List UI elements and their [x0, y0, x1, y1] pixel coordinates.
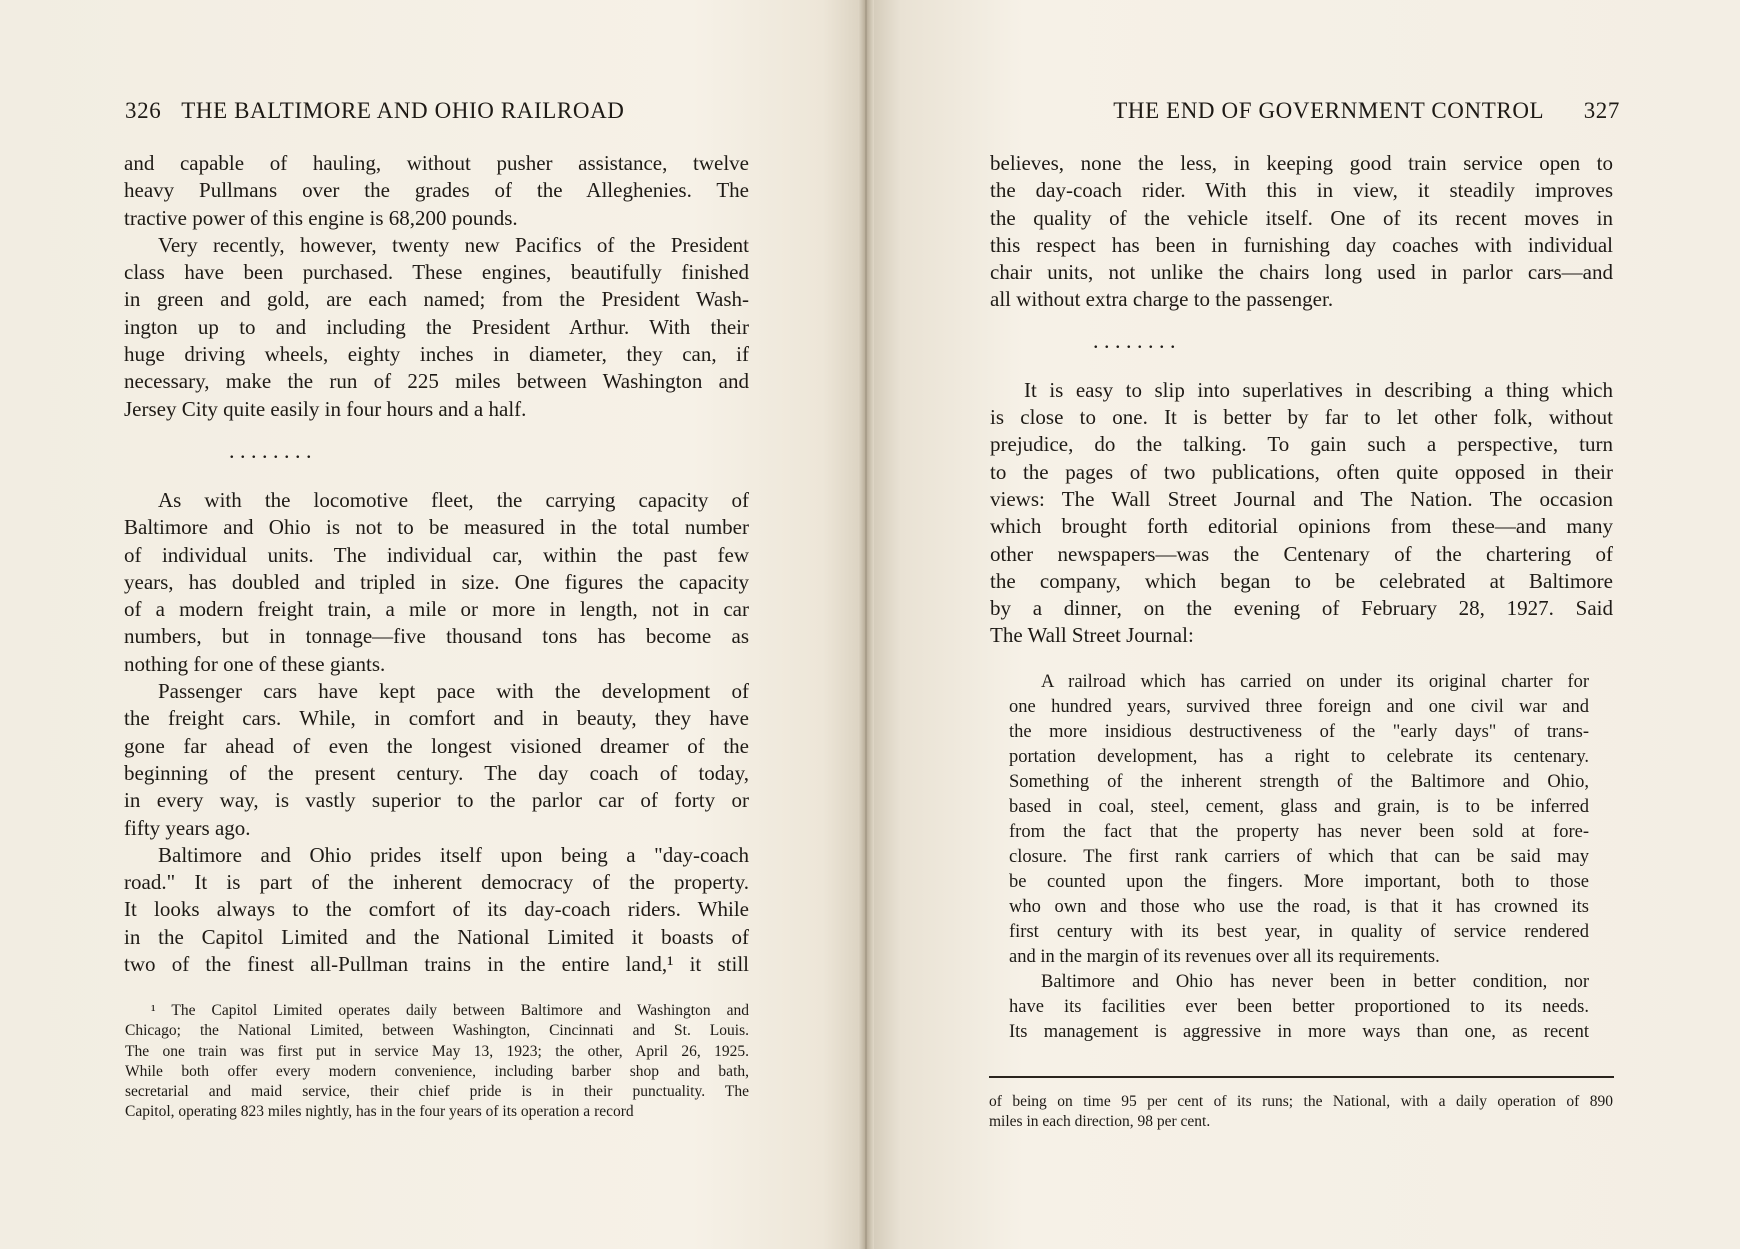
text-line: fifty years ago.	[124, 815, 251, 840]
quote-line: who own and those who use the road, is that it has crowned its	[1009, 896, 1589, 917]
text-line: Passenger cars have kept pace with the development of	[158, 679, 749, 704]
text-line: in the Capitol Limited and the National Limited it boasts of	[124, 924, 749, 949]
quote-line: A railroad which has carried on under its original charter for	[1041, 671, 1589, 692]
right-body-text	[990, 150, 1613, 1045]
footnote-line: of being on time 95 per cent of its runs; the National, with a daily operation of 890	[989, 1093, 1613, 1110]
quote-line: Something of the inherent strength of the Baltimore and Ohio,	[1009, 771, 1589, 792]
text-line: gone far ahead of even the longest visioned dreamer of the	[124, 733, 749, 758]
text-line: huge driving wheels, eighty inches in diameter, they can, if	[124, 342, 749, 367]
left-running-head	[125, 98, 625, 124]
text-line: beginning of the present century. The day coach of today,	[124, 760, 749, 785]
text-line: ington up to and including the President Arthur. With their	[124, 314, 749, 339]
text-line: other newspapers—was the Centenary of the chartering of	[990, 541, 1613, 566]
footnote-line: The one train was first put in service May 13, 1923; the other, April 26, 1925.	[125, 1042, 749, 1060]
right-footnote	[989, 1076, 1613, 1133]
quote-line: one hundred years, survived three foreign and one civil war and	[1009, 696, 1589, 717]
text-line: which brought forth editorial opinions from these—and many	[990, 514, 1613, 539]
book-gutter	[858, 0, 874, 1249]
text-line: believes, none the less, in keeping good train service open to	[990, 151, 1613, 175]
quote-line: the more insidious destructiveness of the "early days" of trans-	[1009, 721, 1589, 742]
text-line: all without extra charge to the passenger.	[990, 287, 1334, 312]
text-line: the quality of the vehicle itself. One of its recent moves in	[990, 205, 1613, 230]
text-line: heavy Pullmans over the grades of the Alleghenies. The	[124, 178, 749, 203]
quote-line: and in the margin of its revenues over all its requirements.	[1009, 946, 1440, 967]
text-line: chair units, not unlike the chairs long used in parlor cars—and	[990, 260, 1613, 285]
text-line: It looks always to the comfort of its day-coach riders. While	[124, 897, 749, 922]
footnote-rule	[989, 1076, 1614, 1078]
text-line: the freight cars. While, in comfort and in beauty, they have	[124, 706, 749, 731]
footnote-line: secretarial and maid service, their chief pride is in their punctuality. The	[125, 1083, 749, 1101]
text-line: Jersey City quite easily in four hours and a half.	[124, 396, 527, 421]
quote-line: first century with its best year, in quality of service rendered	[1009, 921, 1589, 942]
text-line: and capable of hauling, without pusher assistance, twelve	[124, 151, 749, 175]
section-separator: . . . . . . . .	[229, 437, 312, 463]
text-line: years, has doubled and tripled in size. One figures the capacity	[124, 569, 749, 594]
right-running-head	[1113, 98, 1620, 124]
text-line: Very recently, however, twenty new Pacifics of the President	[158, 232, 749, 257]
quote-line: Its management is aggressive in more ways than one, as recent	[1009, 1021, 1589, 1042]
text-line: prejudice, do the talking. To gain such a perspective, turn	[990, 432, 1613, 457]
text-line: road." It is part of the inherent democracy of the property.	[124, 870, 749, 895]
text-line: As with the locomotive fleet, the carrying capacity of	[158, 487, 749, 512]
text-line: class have been purchased. These engines, beautifully finished	[124, 260, 749, 285]
quote-line: portation development, has a right to celebrate its centenary.	[1009, 746, 1589, 767]
right-running-title: THE END OF GOVERNMENT CONTROL	[1113, 98, 1544, 123]
footnote-line: While both offer every modern convenience, including barber shop and bath,	[125, 1062, 749, 1080]
text-line: in green and gold, are each named; from the President Wash-	[124, 287, 749, 312]
text-line: The Wall Street Journal:	[990, 623, 1194, 648]
text-line: nothing for one of these giants.	[124, 651, 386, 676]
text-line: in every way, is vastly superior to the parlor car of forty or	[124, 788, 749, 813]
right-page	[866, 0, 1740, 1249]
footnote-line: ¹ The Capitol Limited operates daily between Baltimore and Washington and	[151, 1002, 749, 1019]
quote-line: Baltimore and Ohio has never been in better condition, nor	[1041, 971, 1589, 992]
text-line: views: The Wall Street Journal and The Nation. The occasion	[990, 486, 1613, 511]
quote-line: have its facilities ever been better proportioned to its needs.	[1009, 996, 1589, 1017]
text-line: of individual units. The individual car, within the past few	[124, 542, 749, 567]
text-line: two of the finest all-Pullman trains in the entire land,¹ it still	[124, 952, 749, 977]
block-quote	[1009, 670, 1589, 1045]
left-body-text	[124, 150, 749, 978]
text-line: this respect has been in furnishing day coaches with individual	[990, 232, 1613, 257]
footnote-line: miles in each direction, 98 per cent.	[989, 1113, 1211, 1131]
text-line: necessary, make the run of 225 miles between Washington and	[124, 369, 749, 394]
text-line: the day-coach rider. With this in view, it steadily improves	[990, 178, 1613, 203]
text-line: tractive power of this engine is 68,200 pounds.	[124, 205, 518, 230]
left-page	[0, 0, 866, 1249]
left-running-title: THE BALTIMORE AND OHIO RAILROAD	[181, 98, 625, 123]
right-page-number: 327	[1583, 98, 1620, 123]
left-footnote	[125, 1001, 749, 1123]
quote-line: based in coal, steel, cement, glass and grain, is to be inferred	[1009, 796, 1589, 817]
quote-line: from the fact that the property has never been sold at fore-	[1009, 821, 1589, 842]
text-line: Baltimore and Ohio is not to be measured in the total number	[124, 515, 749, 540]
text-line: It is easy to slip into superlatives in describing a thing which	[1024, 377, 1613, 402]
quote-line: be counted upon the fingers. More important, both to those	[1009, 871, 1589, 892]
text-line: is close to one. It is better by far to let other folk, without	[990, 405, 1613, 430]
text-line: the company, which began to be celebrated at Baltimore	[990, 568, 1613, 593]
section-separator: . . . . . . . .	[1093, 327, 1176, 353]
text-line: numbers, but in tonnage—five thousand tons has become as	[124, 624, 749, 649]
footnote-line: Capitol, operating 823 miles nightly, has in the four years of its operation a record	[125, 1103, 634, 1121]
text-line: Baltimore and Ohio prides itself upon being a "day-coach	[158, 842, 749, 867]
left-page-number: 326	[125, 98, 162, 123]
text-line: of a modern freight train, a mile or more in length, not in car	[124, 597, 749, 622]
text-line: to the pages of two publications, often quite opposed in their	[990, 459, 1613, 484]
quote-line: closure. The first rank carriers of which that can be said may	[1009, 846, 1589, 867]
footnote-line: Chicago; the National Limited, between Washington, Cincinnati and St. Louis.	[125, 1022, 749, 1040]
text-line: by a dinner, on the evening of February 28, 1927. Said	[990, 596, 1613, 621]
